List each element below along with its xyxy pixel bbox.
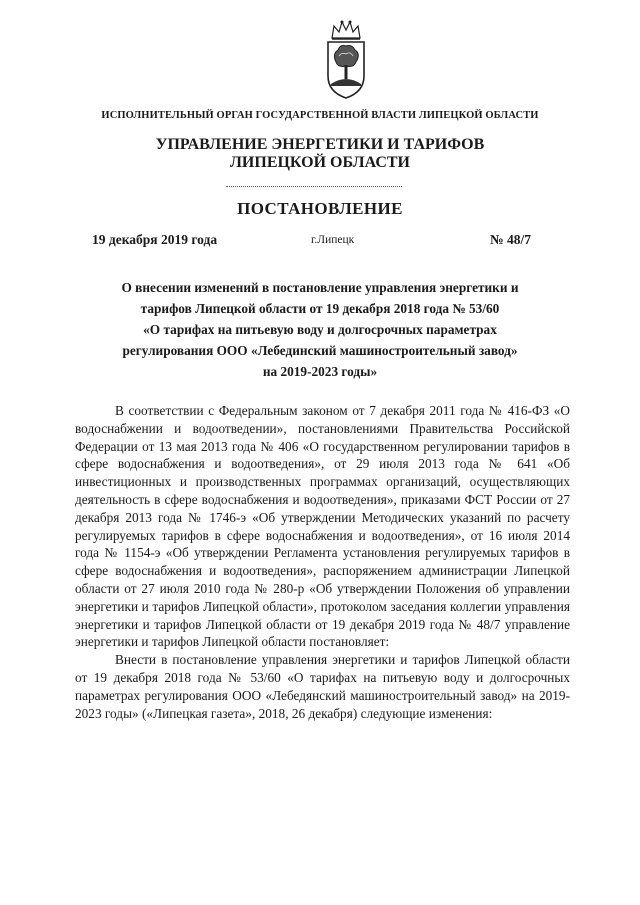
document-type: ПОСТАНОВЛЕНИЕ xyxy=(237,199,403,218)
document-meta xyxy=(0,232,640,250)
department-name xyxy=(0,136,640,172)
title-line: «О тарифах на питьевую воду и долгосрочных параметрах xyxy=(143,322,497,337)
document-date: 19 декабря 2019 года xyxy=(92,232,218,247)
document-title xyxy=(70,277,570,382)
document-body xyxy=(75,402,570,722)
body-paragraph: Внести в постановление управления энергетики и тарифов Липецкой области от 19 декабря 2018 года № 53/60 «О тарифах на питьевую воду и долгосрочных параметрах регулирования ООО «Лебедянский машиностроительный завод» на 2019-2023 годы» («Липецкая газета», 2018, 26 декабря) следующие изменения: xyxy=(75,652,570,721)
title-line: тарифов Липецкой области от 19 декабря 2018 года № 53/60 xyxy=(140,301,500,316)
title-line: регулирования ООО «Лебединский машиностроительный завод» xyxy=(122,343,518,358)
title-line: О внесении изменений в постановление управления энергетики и xyxy=(121,280,519,295)
document-city: г.Липецк xyxy=(311,234,355,246)
department-name-line: УПРАВЛЕНИЕ ЭНЕРГЕТИКИ И ТАРИФОВ xyxy=(155,136,485,153)
body-paragraph: В соответствии с Федеральным законом от 7 декабря 2011 года № 416-ФЗ «О водоснабжении и водоотведении», постановлениями Правительства Российской Федерации от 13 мая 2013 года № 406 «О государственном регулировании тарифов в сфере водоснабжения и водоотведения», от 29 июля 2013 года № 641 «Об инвестиционных и производственных программах организаций, осуществляющих деятельность в сфере водоснабжения и водоотведения», приказами ФСТ России от 27 декабря 2013 года № 1746-э «Об утверждении Методических указаний по расчету регулируемых тарифов в сфере водоснабжения и водоотведения», от 16 июля 2014 года № 1154-э «Об утверждении Регламента установления регулируемых тарифов в сфере водоснабжения и водоотведения», распоряжением администрации Липецкой области от 27 июля 2010 года № 280-р «Об утверждении Положения об управлении энергетики и тарифов Липецкой области», протоколом заседания коллегии управления энергетики и тарифов Липецкой области от 19 декабря 2019 года № 48/7 управление энергетики и тарифов Липецкой области постановляет: xyxy=(75,403,570,650)
issuing-authority: ИСПОЛНИТЕЛЬНЫЙ ОРГАН ГОСУДАРСТВЕННОЙ ВЛАСТИ ЛИПЕЦКОЙ ОБЛАСТИ xyxy=(101,110,539,121)
document-number: № 48/7 xyxy=(490,232,531,247)
title-line: на 2019-2023 годы» xyxy=(262,364,378,379)
department-name-line: ЛИПЕЦКОЙ ОБЛАСТИ xyxy=(230,154,410,171)
divider xyxy=(226,186,402,187)
coat-of-arms-icon xyxy=(322,18,370,100)
